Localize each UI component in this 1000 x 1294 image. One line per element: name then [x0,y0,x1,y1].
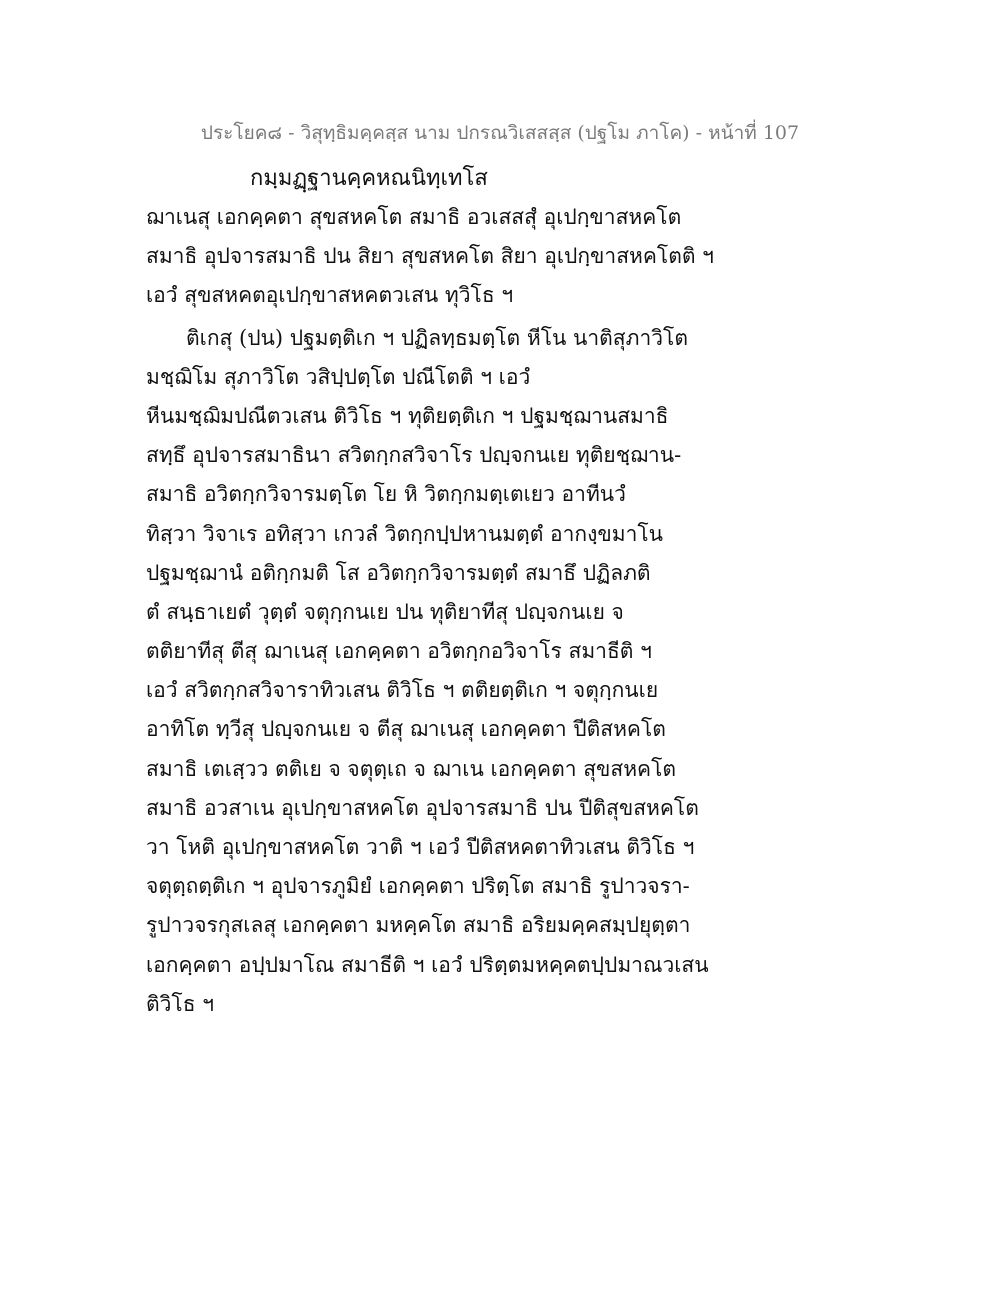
text-line: ปฐมชฺฌานํ อติกฺกมติ โส อวิตกฺกวิจารมตฺตํ สมาธึ ปฏิลภติ [146,560,651,585]
text-line: สทฺธึ อุปจารสมาธินา สวิตกฺกสวิจาโร ปญฺจกนเย ทุติยชฺฌาน- [146,443,682,468]
text-line: วา โหติ อุเปกฺขาสหคโต วาติ ฯ เอวํ ปีติสหคตาทิวเสน ติวิโธ ฯ [146,835,695,859]
text-line: ติวิโธ ฯ [146,991,214,1016]
text-line: เอวํ สวิตกฺกสวิจาราทิวเสน ติวิโธ ฯ ตติยตฺติเก ฯ จตุกฺกนเย [146,678,659,703]
text-line: สมาธิ อวสาเน อุเปกฺขาสหคโต อุปจารสมาธิ ปน ปีติสุขสหคโต [146,795,699,820]
page-header: ประโยค๘ - วิสุทฺธิมคฺคสฺส นาม ปกรณวิเสสสฺส (ปฐโม ภาโค) - หน้าที่ 107 [200,122,800,144]
paragraph-start-line: ติเกสุ (ปน) ปฐมตฺติเก ฯ ปฏิลทฺธมตฺโต หีโน นาติสุภาวิโต [186,325,688,350]
text-line: ทิสฺวา วิจาเร อทิสฺวา เกวลํ วิตกฺกปฺปหานมตฺตํ อากงฺขมาโน [146,521,664,546]
text-line: เอวํ สุขสหคตอุเปกฺขาสหคตวเสน ทุวิโธ ฯ [146,283,514,308]
text-line: อาทิโต ทฺวีสุ ปญฺจกนเย จ ตีสุ ฌาเนสุ เอกคฺคตา ปีติสหคโต [146,717,666,742]
body-text [146,198,714,1024]
text-line: เอกคฺคตา อปฺปมาโณ สมาธีติ ฯ เอวํ ปริตฺตมหคฺคตปฺปมาณวเสน [146,952,709,977]
text-line: รูปาวจรกุสเลสุ เอกคฺคตา มหคฺคโต สมาธิ อริยมคฺคสมฺปยุตฺตา [146,913,691,938]
text-line: ตติยาทีสุ ตีสุ ฌาเนสุ เอกคฺคตา อวิตกฺกอวิจาโร สมาธีติ ฯ [146,639,652,664]
text-line: ตํ สนฺธาเยตํ วุตฺตํ จตุกฺกนเย ปน ทุติยาทีสุ ปญฺจกนเย จ [146,599,624,624]
text-line: หีนมชฺฌิมปณีตวเสน ติวิโธ ฯ ทุติยตฺติเก ฯ ปฐมชฺฌานสมาธิ [146,403,669,428]
text-line: สมาธิ เตเสฺวว ตติเย จ จตุตฺเถ จ ฌาเน เอกคฺคตา สุขสหคโต [146,756,677,781]
section-heading: กมฺมฏฺฐานคฺคหณนิทฺเทโส [250,166,488,191]
text-line: สมาธิ อุปจารสมาธิ ปน สิยา สุขสหคโต สิยา อุเปกฺขาสหคโตติ ฯ [146,244,714,269]
text-line: มชฺฌิโม สุภาวิโต วสิปฺปตฺโต ปณีโตติ ฯ เอวํ [146,364,531,389]
text-line: สมาธิ อวิตกฺกวิจารมตฺโต โย หิ วิตกฺกมตฺเตเยว อาทีนวํ [146,482,626,507]
text-line: จตุตฺถตฺติเก ฯ อุปจารภูมิยํ เอกคฺคตา ปริตฺโต สมาธิ รูปาวจรา- [146,874,690,899]
text-line: ฌาเนสุ เอกคฺคตา สุขสหคโต สมาธิ อวเสสสุํ อุเปกฺขาสหคโต [146,205,682,229]
